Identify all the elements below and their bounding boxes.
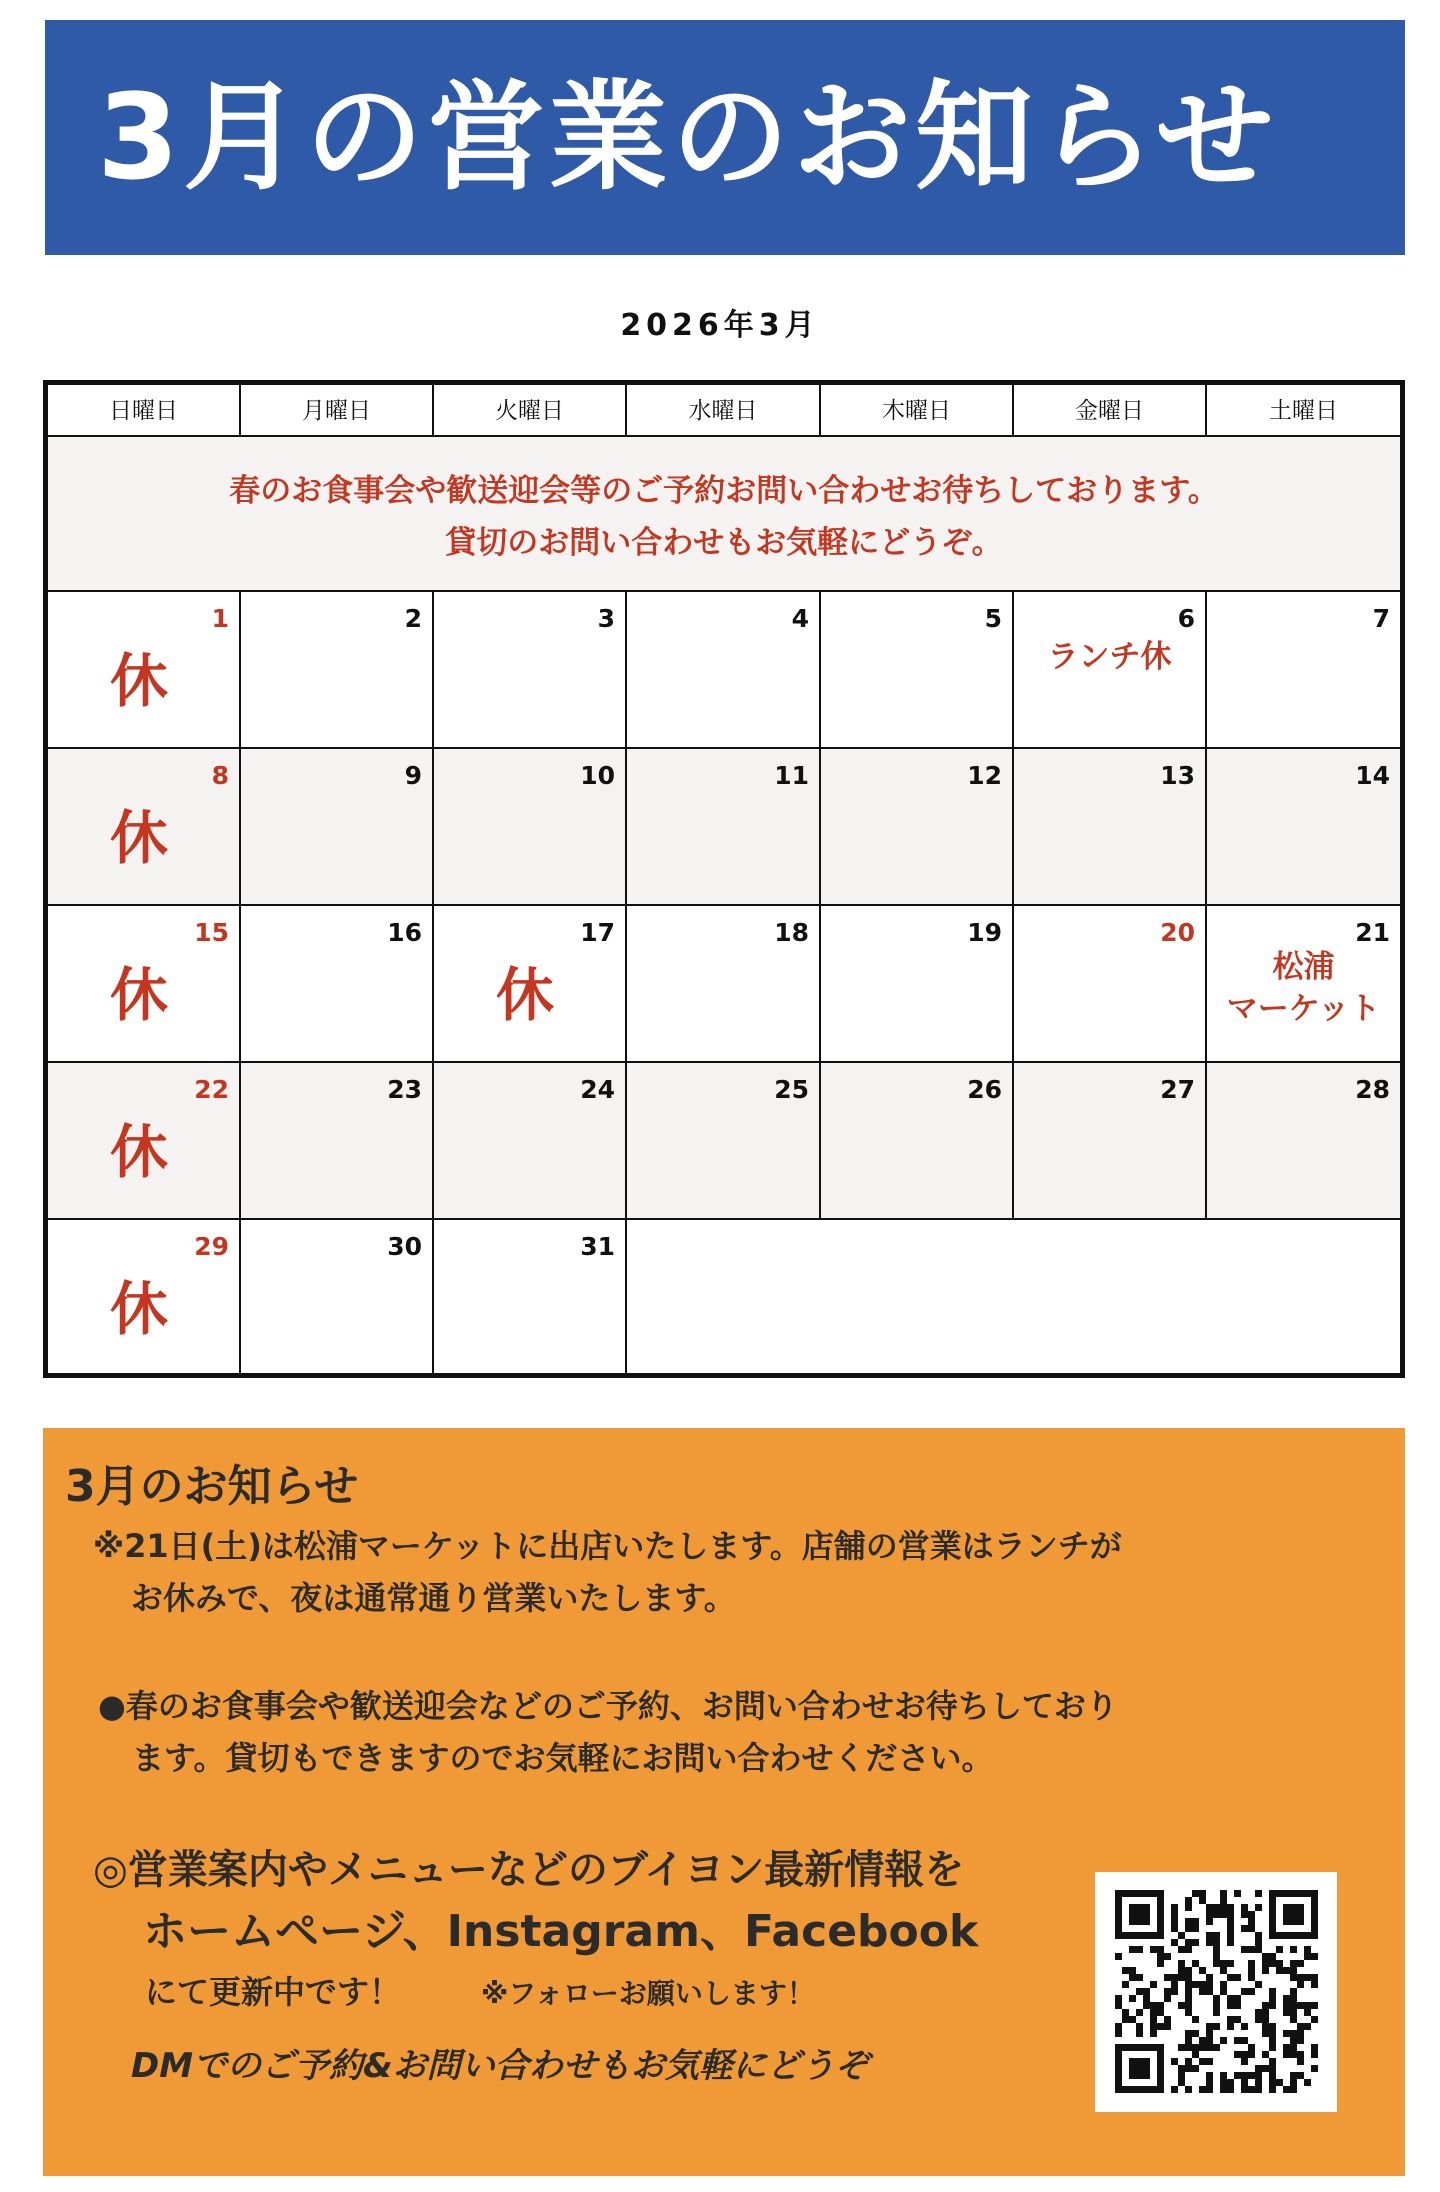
day-number: 17 <box>580 918 615 947</box>
day-number: 15 <box>194 918 229 947</box>
day-number: 11 <box>774 761 809 790</box>
closed-mark: 休 <box>110 804 169 872</box>
day-note-line2: マーケット <box>1226 991 1381 1027</box>
info-paragraph-1 <box>93 1520 1122 1624</box>
day-cell-18 <box>627 906 821 1063</box>
weekday-3: 水曜日 <box>627 385 821 437</box>
day-number: 10 <box>580 761 615 790</box>
weekday-5: 金曜日 <box>1014 385 1207 437</box>
day-number: 23 <box>387 1075 422 1104</box>
day-number: 27 <box>1160 1075 1195 1104</box>
day-number: 18 <box>774 918 809 947</box>
day-cell-12 <box>821 749 1014 906</box>
info-p2-line2: ます。貸切もできますのでお気軽にお問い合わせください。 <box>132 1739 994 1777</box>
day-cell-25 <box>627 1063 821 1220</box>
day-cell-9 <box>241 749 434 906</box>
day-cell-28 <box>1207 1063 1400 1220</box>
month-label: 2026年3月 <box>620 308 820 343</box>
day-cell-3 <box>434 592 627 749</box>
day-number: 30 <box>387 1232 422 1261</box>
calendar <box>43 380 1405 1378</box>
day-number: 5 <box>984 604 1002 633</box>
day-cell-16 <box>241 906 434 1063</box>
info-follow-note: ※フォローお願いします！ <box>481 1977 815 2010</box>
calendar-notice-line1: 春のお食事会や歓送迎会等のご予約お問い合わせお待ちしております。 <box>229 473 1219 509</box>
day-number: 1 <box>211 604 229 633</box>
weekday-1: 月曜日 <box>241 385 434 437</box>
day-cell-8 <box>48 749 241 906</box>
info-p2-line1: ●春のお食事会や歓送迎会などのご予約、お問い合わせお待ちしており <box>98 1687 1118 1725</box>
info-p1-line1: ※21日(土)は松浦マーケットに出店いたします。店舗の営業はランチが <box>93 1527 1122 1565</box>
day-cell-13 <box>1014 749 1207 906</box>
day-number: 4 <box>791 604 809 633</box>
title-banner <box>45 20 1405 255</box>
day-number: 13 <box>1160 761 1195 790</box>
day-cell-24 <box>434 1063 627 1220</box>
closed-mark: 休 <box>110 961 169 1029</box>
day-number: 7 <box>1372 604 1390 633</box>
day-cell-2 <box>241 592 434 749</box>
day-number: 31 <box>580 1232 615 1261</box>
day-cell-29 <box>48 1220 241 1377</box>
day-cell-1 <box>48 592 241 749</box>
day-cell-21 <box>1207 906 1400 1063</box>
day-note-line1: 松浦 <box>1272 949 1335 985</box>
day-number: 3 <box>597 604 615 633</box>
info-paragraph-2 <box>98 1680 1118 1784</box>
closed-mark: 休 <box>110 1275 169 1343</box>
day-cell-23 <box>241 1063 434 1220</box>
day-cell-31 <box>434 1220 627 1377</box>
day-number: 12 <box>967 761 1002 790</box>
closed-mark: 休 <box>110 647 169 715</box>
day-number: 8 <box>211 761 229 790</box>
qr-code <box>1095 1872 1337 2112</box>
info-p1-line2: お休みで、夜は通常通り営業いたします。 <box>131 1579 736 1617</box>
day-cell-26 <box>821 1063 1014 1220</box>
weekday-6: 土曜日 <box>1207 385 1400 437</box>
day-cell-27 <box>1014 1063 1207 1220</box>
calendar-notice <box>48 437 1400 592</box>
day-cell-30 <box>241 1220 434 1377</box>
info-p3-line2: ホームページ、Instagram、Facebook <box>143 1906 979 1957</box>
info-p3-line3: にて更新中です！ <box>145 1973 402 2011</box>
weekday-header <box>48 385 1400 437</box>
day-number: 29 <box>194 1232 229 1261</box>
day-cell-20 <box>1014 906 1207 1063</box>
day-cell-15 <box>48 906 241 1063</box>
day-number: 20 <box>1160 918 1195 947</box>
day-number: 21 <box>1355 918 1390 947</box>
day-cell-11 <box>627 749 821 906</box>
day-number: 2 <box>404 604 422 633</box>
day-number: 24 <box>580 1075 615 1104</box>
day-cell-6 <box>1014 592 1207 749</box>
day-number: 19 <box>967 918 1002 947</box>
day-cell-5 <box>821 592 1014 749</box>
qr-code-icon <box>1095 1872 1337 2112</box>
weekday-4: 木曜日 <box>821 385 1014 437</box>
day-number: 6 <box>1177 604 1195 633</box>
info-panel <box>43 1428 1405 2176</box>
day-number: 28 <box>1355 1075 1390 1104</box>
day-number: 26 <box>967 1075 1002 1104</box>
day-cell-17 <box>434 906 627 1063</box>
day-cell-7 <box>1207 592 1400 749</box>
info-title: 3月のお知らせ <box>65 1461 359 1512</box>
calendar-notice-line2: 貸切のお問い合わせもお気軽にどうぞ。 <box>445 525 1003 561</box>
day-cell-19 <box>821 906 1014 1063</box>
weekday-0: 日曜日 <box>48 385 241 437</box>
day-number: 16 <box>387 918 422 947</box>
day-number: 9 <box>404 761 422 790</box>
day-number: 22 <box>194 1075 229 1104</box>
info-p3-line1: ◎営業案内やメニューなどのブイヨン最新情報を <box>93 1847 965 1893</box>
day-cell-14 <box>1207 749 1400 906</box>
day-number: 14 <box>1355 761 1390 790</box>
closed-mark: 休 <box>496 961 555 1029</box>
day-cell-4 <box>627 592 821 749</box>
day-note: ランチ休 <box>1047 639 1172 675</box>
page-title: 3月の営業のお知らせ <box>97 68 1278 206</box>
day-cell-22 <box>48 1063 241 1220</box>
closed-mark: 休 <box>110 1118 169 1186</box>
day-number: 25 <box>774 1075 809 1104</box>
info-dm-note: DMでのご予約&お問い合わせもお気軽にどうぞ <box>131 2046 869 2086</box>
day-cell-10 <box>434 749 627 906</box>
weekday-2: 火曜日 <box>434 385 627 437</box>
